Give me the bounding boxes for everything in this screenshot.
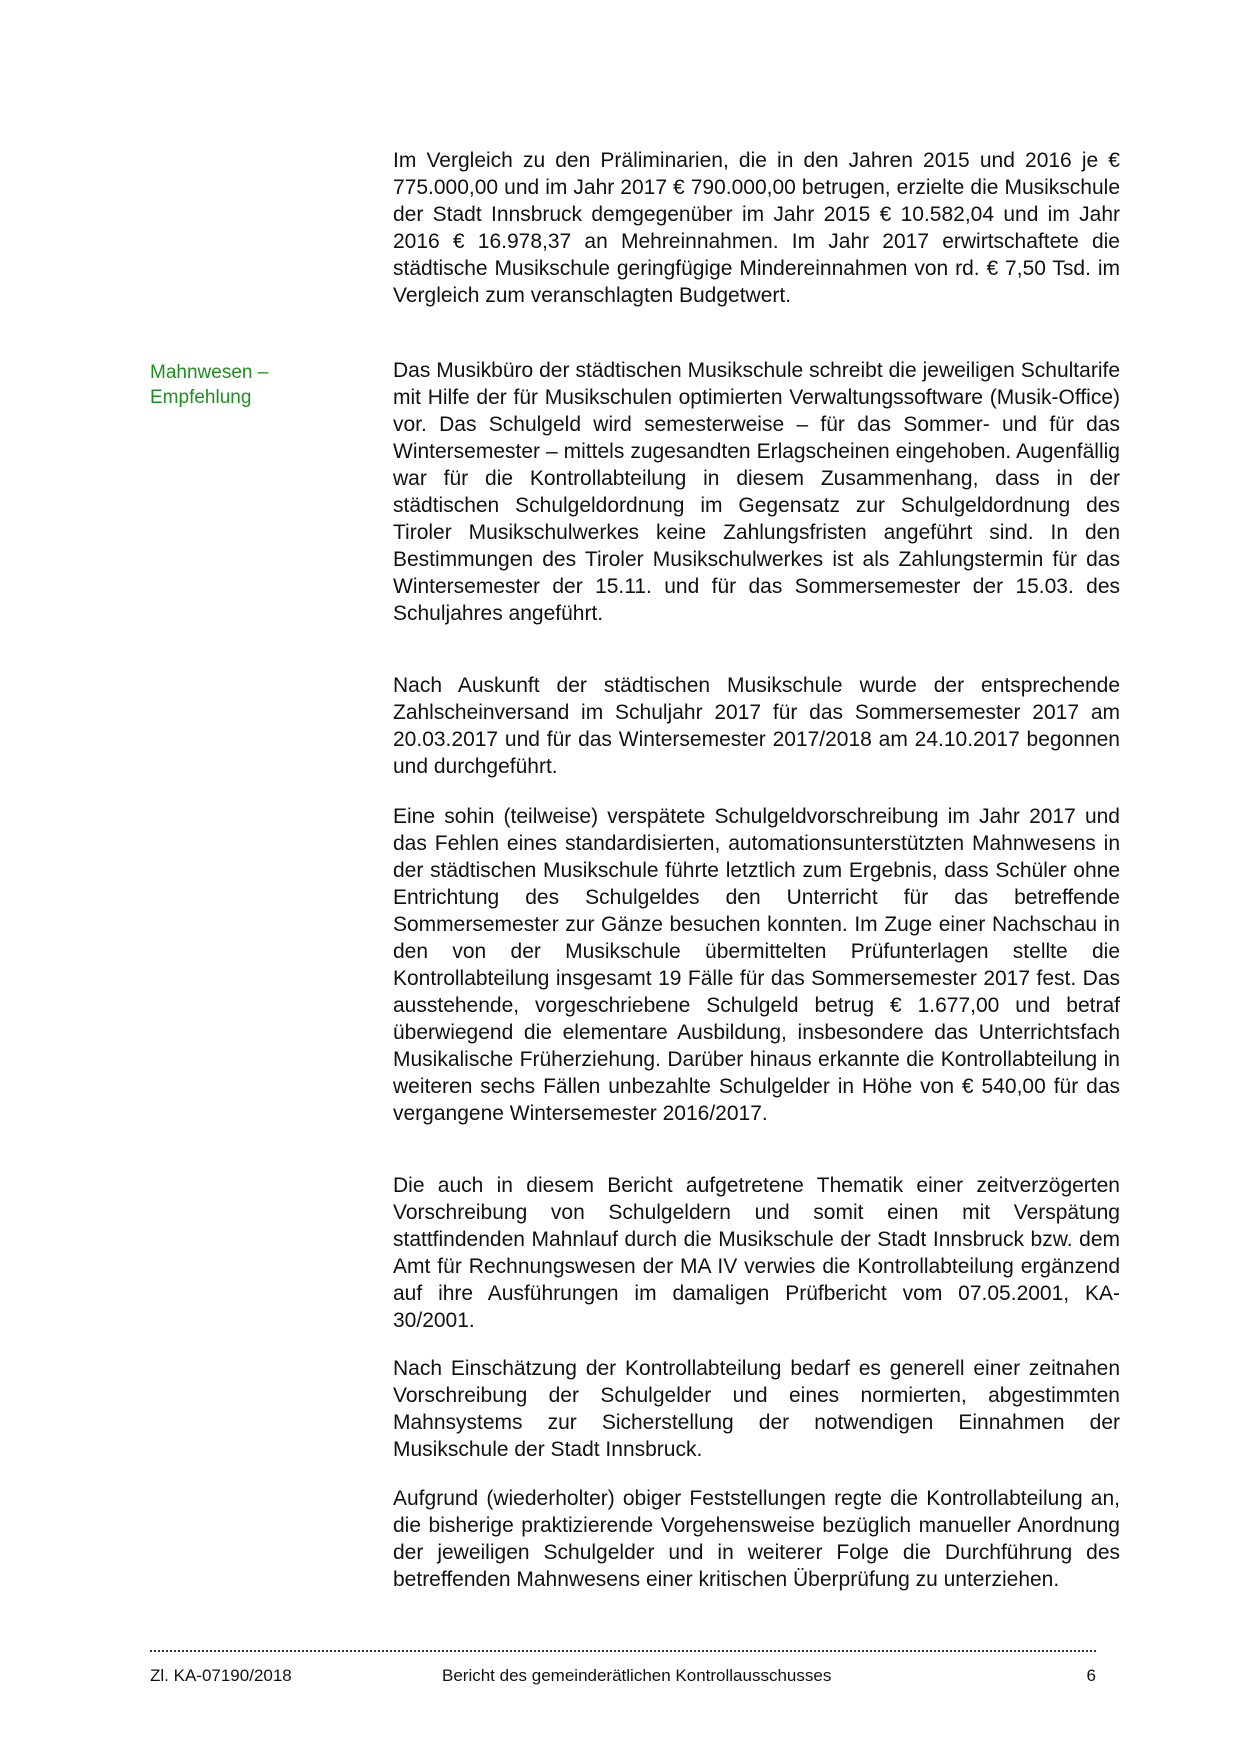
margin-note-line-1: Mahnwesen – (150, 362, 269, 383)
paragraph-einschaetzung: Nach Einschätzung der Kontrollabteilung bedarf es generell einer zeitnahen Vorschreibung der Schulgelder und eines normierten, abgestimmten Mahnsystems zur Sicherstellung der notwendigen Einnahmen der Musikschule der Stadt Innsbruck. (393, 1357, 1120, 1461)
paragraph-anregung: Aufgrund (wiederholter) obiger Feststellungen regte die Kontrollabteilung an, die bisherige praktizierende Vorgehensweise bezüglich manueller Anordnung der jeweiligen Schulgelder und in weiterer Folge die Durchführung des betreffenden Mahnwesens einer kritischen Überprüfung zu unterziehen. (393, 1487, 1120, 1591)
footer-page-number: 6 (1086, 1666, 1096, 1685)
paragraph-verspaetete-vorschreibung: Eine sohin (teilweise) verspätete Schulgeldvorschreibung im Jahr 2017 und das Fehlen eines standardisierten, automationsunterstützten Mahnwesens in der städtischen Musikschule führte letztlich zum Ergebnis, dass Schüler ohne Entrichtung des Schulgeldes den Unterricht für das betreffende Sommersemester zur Gänze besuchen konnten. Im Zuge einer Nachschau in den von der Musikschule übermittelten Prüfunterlagen stellte die Kontrollabteilung insgesamt 19 Fälle für das Sommersemester 2017 fest. Das ausstehende, vorgeschriebene Schulgeld betrug € 1.677,00 und betraf überwiegend die elementare Ausbildung, insbesondere das Unterrichtsfach Musikalische Früherziehung. Darüber hinaus erkannte die Kontrollabteilung in weiteren sechs Fällen unbezahlte Schulgelder in Höhe von € 540,00 für das vergangene Wintersemester 2016/2017. (393, 805, 1120, 1125)
paragraph-musikbuero: Das Musikbüro der städtischen Musikschule schreibt die jeweiligen Schultarife mit Hilfe der für Musikschulen optimierten Verwaltungssoftware (Musik-Office) vor. Das Schulgeld wird semesterweise – für das Sommer- und für das Wintersemester – mittels zugesandten Erlagscheinen eingehoben. Augenfällig war für die Kontrollabteilung in diesem Zusammenhang, dass in der städtischen Schulgeldordnung im Gegensatz zur Schulgeldordnung des Tiroler Musikschulwerkes keine Zahlungsfristen angeführt sind. In den Bestimmungen des Tiroler Musikschulwerkes ist als Zahlungstermin für das Wintersemester der 15.11. und für das Sommersemester der 15.03. des Schuljahres angeführt. (393, 359, 1120, 625)
footer-reference: Zl. KA-07190/2018 (150, 1666, 292, 1685)
margin-note-line-2: Empfehlung (150, 387, 252, 408)
footer-title: Bericht des gemeinderätlichen Kontrollausschusses (442, 1666, 832, 1685)
paragraph-thematik: Die auch in diesem Bericht aufgetretene Thematik einer zeitverzögerten Vorschreibung von Schulgeldern und somit einen mit Verspätung stattfindenden Mahnlauf durch die Musikschule der Stadt Innsbruck bzw. dem Amt für Rechnungswesen der MA IV verwies die Kontrollabteilung ergänzend auf ihre Ausführungen im damaligen Prüfbericht vom 07.05.2001, KA-30/2001. (393, 1174, 1120, 1332)
margin-note (150, 360, 350, 410)
paragraph-auskunft: Nach Auskunft der städtischen Musikschule wurde der entsprechende Zahlscheinversand im Schuljahr 2017 für das Sommersemester 2017 am 20.03.2017 und für das Wintersemester 2017/2018 am 24.10.2017 begonnen und durchgeführt. (393, 674, 1120, 778)
paragraph-praeliminarien: Im Vergleich zu den Präliminarien, die in den Jahren 2015 und 2016 je € 775.000,00 und im Jahr 2017 € 790.000,00 betrugen, erzielte die Musikschule der Stadt Innsbruck demgegenüber im Jahr 2015 € 10.582,04 und im Jahr 2016 € 16.978,37 an Mehreinnahmen. Im Jahr 2017 erwirtschaftete die städtische Musikschule geringfügige Mindereinnahmen von rd. € 7,50 Tsd. im Vergleich zum veranschlagten Budgetwert. (393, 149, 1120, 307)
footer-separator (150, 1650, 1096, 1652)
